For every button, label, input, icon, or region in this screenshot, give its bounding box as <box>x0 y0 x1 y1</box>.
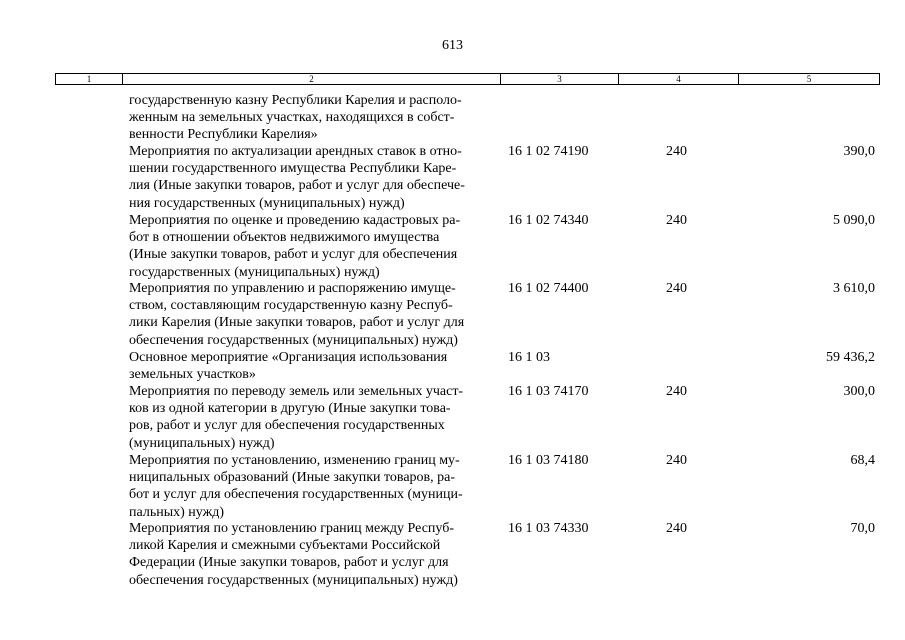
row-expense-type: 240 <box>666 384 687 399</box>
row-code: 16 1 02 74190 <box>508 144 589 159</box>
page-number: 613 <box>442 38 463 53</box>
column-number-1: 1 <box>56 74 123 84</box>
row-description: Основное мероприятие «Организация использования земельных участков» <box>129 350 448 383</box>
row-description: Мероприятия по управлению и распоряжению имуще- ством, составляющим государственную казну Респуб- лики Карелия (Иные закупки товаров, работ и услуг для обеспечения государственных (муниципальных) нужд) <box>129 281 465 348</box>
row-description: государственную казну Республики Карелия и располо- женным на земельных участках, находящихся в собст- венности Республики Карелия» <box>129 93 462 143</box>
row-code: 16 1 03 74170 <box>508 384 589 399</box>
row-expense-type: 240 <box>666 213 687 228</box>
column-number-5: 5 <box>806 74 812 84</box>
row-amount: 68,4 <box>850 453 875 468</box>
row-description: Мероприятия по установлению, изменению границ му- ниципальных образований (Иные закупки товаров, ра- бот и услуг для обеспечения государственных (муници- пальных) нужд) <box>129 453 463 520</box>
table-header <box>55 73 880 85</box>
row-amount: 300,0 <box>843 384 875 399</box>
row-code: 16 1 02 74400 <box>508 281 589 296</box>
row-expense-type: 240 <box>666 281 687 296</box>
row-amount: 390,0 <box>843 144 875 159</box>
column-number-4: 4 <box>619 74 739 84</box>
row-description: Мероприятия по оценке и проведению кадастровых ра- бот в отношении объектов недвижимого имущества (Иные закупки товаров, работ и услуг для обеспечения государственных (муниципальных) нужд) <box>129 213 461 280</box>
row-expense-type: 240 <box>666 144 687 159</box>
row-amount: 3 610,0 <box>833 281 875 296</box>
row-code: 16 1 03 74180 <box>508 453 589 468</box>
row-code: 16 1 02 74340 <box>508 213 589 228</box>
column-number-2: 2 <box>123 74 501 84</box>
row-expense-type: 240 <box>666 453 687 468</box>
column-number-3: 3 <box>501 74 619 84</box>
row-expense-type: 240 <box>666 521 687 536</box>
row-amount: 5 090,0 <box>833 213 875 228</box>
row-code: 16 1 03 <box>508 350 550 365</box>
row-amount: 70,0 <box>850 521 875 536</box>
row-code: 16 1 03 74330 <box>508 521 589 536</box>
row-description: Мероприятия по актуализации арендных ставок в отно- шении государственного имущества Республики Каре- лия (Иные закупки товаров, работ и услуг для обеспече- ния государственных (муниципальных) нужд) <box>129 144 465 211</box>
row-description: Мероприятия по установлению границ между Респуб- ликой Карелия и смежными субъектами Российской Федерации (Иные закупки товаров, работ и услуг для обеспечения государственных (муниципальных) нужд) <box>129 521 458 588</box>
row-amount: 59 436,2 <box>826 350 875 365</box>
row-description: Мероприятия по переводу земель или земельных участ- ков из одной категории в другую (Иные закупки това- ров, работ и услуг для обеспечения государственных (муниципальных) нужд) <box>129 384 464 451</box>
